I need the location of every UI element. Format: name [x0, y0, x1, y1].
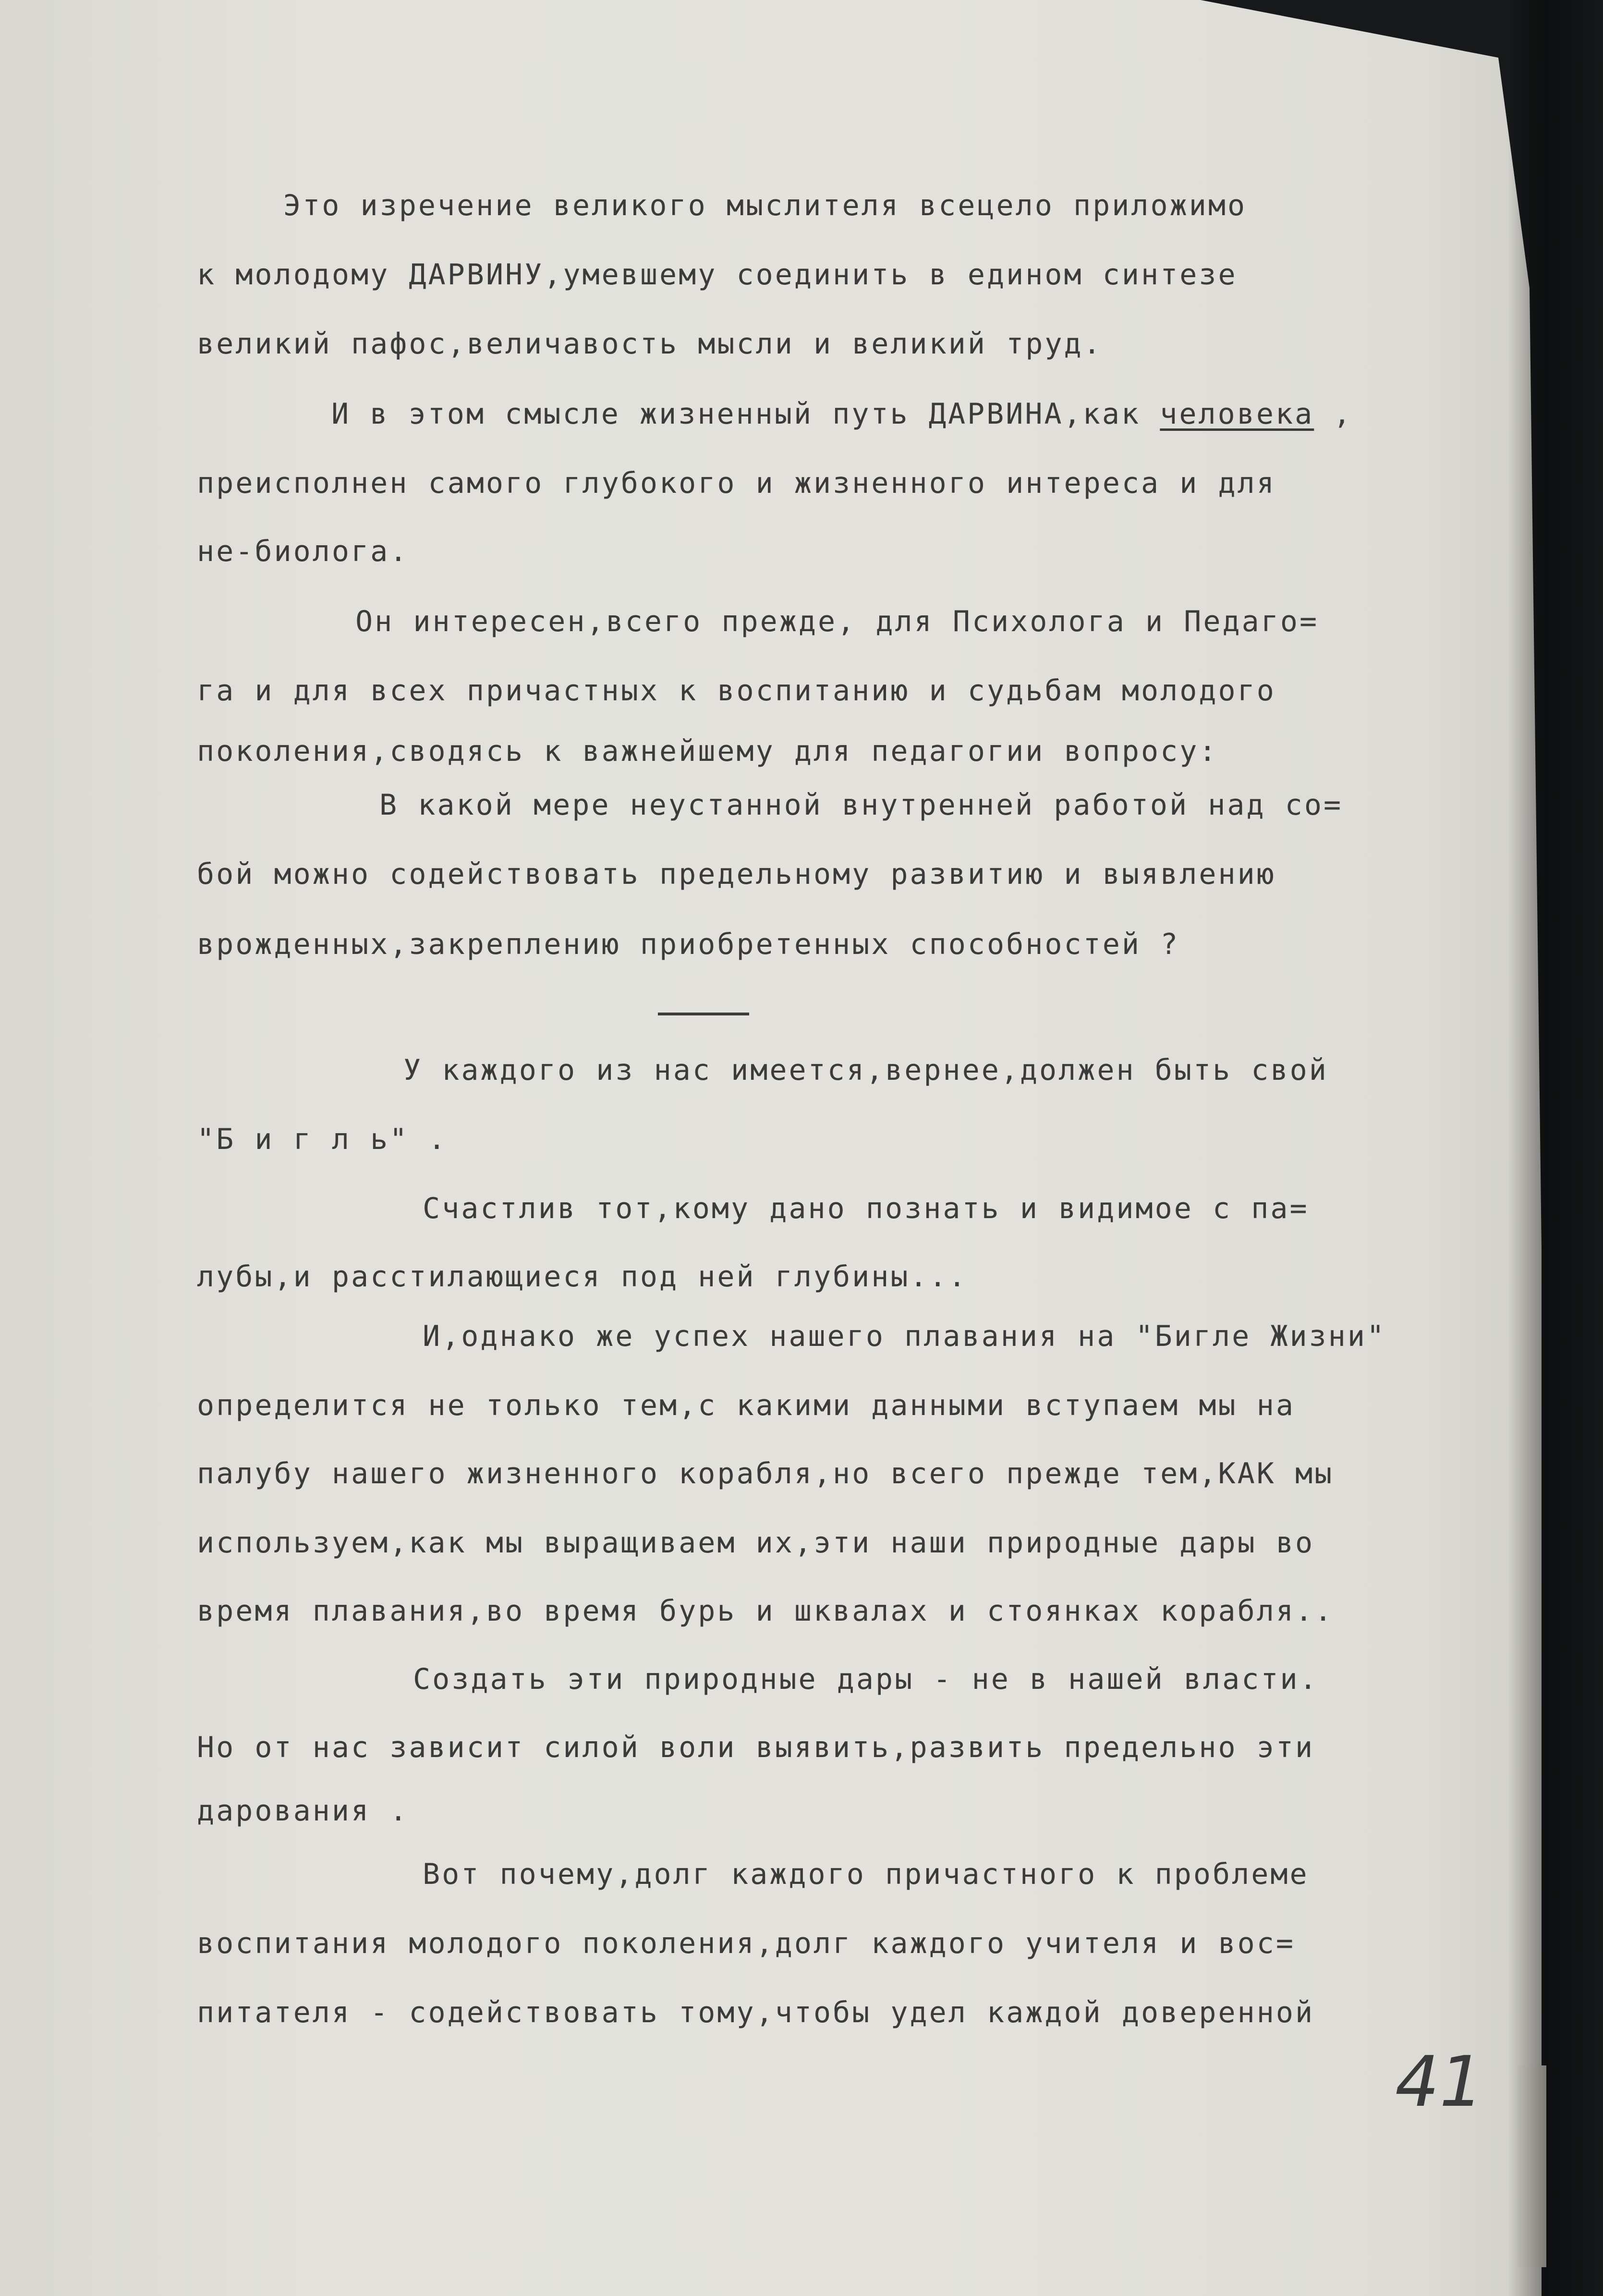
text-line-3: великий пафос,величавость мысли и великий труд.	[197, 327, 1103, 361]
underlined-word: человека	[1160, 397, 1314, 431]
text-line-7: Он интересен,всего прежде, для Психолога и Педаго=	[355, 605, 1319, 638]
text-line-22: Создать эти природные дары - не в нашей власти.	[413, 1662, 1319, 1696]
text-line-23: Но от нас зависит силой воли выявить,развить предельно эти	[197, 1731, 1315, 1764]
text-line-4	[331, 397, 1353, 431]
text-line-9: поколения,сводясь к важнейшему для педагогии вопросу:	[197, 734, 1218, 768]
text-line-4-end: ,	[1314, 397, 1353, 431]
text-line-11: бой можно содействовать предельному развитию и выявлению	[197, 857, 1276, 891]
text-line-18: определится не только тем,с какими данными вступаем мы на	[197, 1389, 1296, 1422]
text-line-21: время плавания,во время бурь и шквалах и стоянках корабля..	[197, 1594, 1334, 1628]
text-line-17: И,однако же успех нашего плавания на "Бигле Жизни"	[423, 1319, 1386, 1353]
text-line-14: "Б и г л ь" .	[197, 1123, 448, 1156]
text-line-16: лубы,и расстилающиеся под ней глубины...	[197, 1260, 968, 1294]
text-line-10: В какой мере неустанной внутренней работой над со=	[379, 788, 1343, 822]
text-line-12: врожденных,закреплению приобретенных способностей ?	[197, 928, 1180, 961]
text-line-15: Счастлив тот,кому дано познать и видимое с па=	[423, 1192, 1309, 1225]
text-line-6: не-биолога.	[197, 535, 409, 568]
separator-rule	[658, 1013, 749, 1015]
text-line-20: используем,как мы выращиваем их,эти наши природные дары во	[197, 1526, 1315, 1560]
text-line-8: га и для всех причастных к воспитанию и судьбам молодого	[197, 674, 1276, 708]
text-line-26: воспитания молодого поколения,долг каждого учителя и вос=	[197, 1927, 1296, 1960]
text-line-24: дарования .	[197, 1794, 409, 1828]
handwritten-page-number: 41	[1395, 2041, 1484, 2123]
text-line-25: Вот почему,долг каждого причастного к проблеме	[423, 1857, 1309, 1891]
text-line-5: преисполнен самого глубокого и жизненного интереса и для	[197, 466, 1276, 500]
text-line-1: Это изречение великого мыслителя всецело приложимо	[283, 189, 1247, 222]
text-line-4-start: И в этом смысле жизненный путь ДАРВИНА,как	[331, 397, 1141, 431]
text-line-27: питателя - содействовать тому,чтобы удел каждой доверенной	[197, 1996, 1315, 2029]
text-line-2: к молодому ДАРВИНУ,умевшему соединить в едином синтезе	[197, 258, 1238, 292]
text-line-19: палубу нашего жизненного корабля,но всего прежде тем,КАК мы	[197, 1457, 1334, 1490]
text-line-13: У каждого из нас имеется,вернее,должен быть свой	[403, 1053, 1328, 1087]
